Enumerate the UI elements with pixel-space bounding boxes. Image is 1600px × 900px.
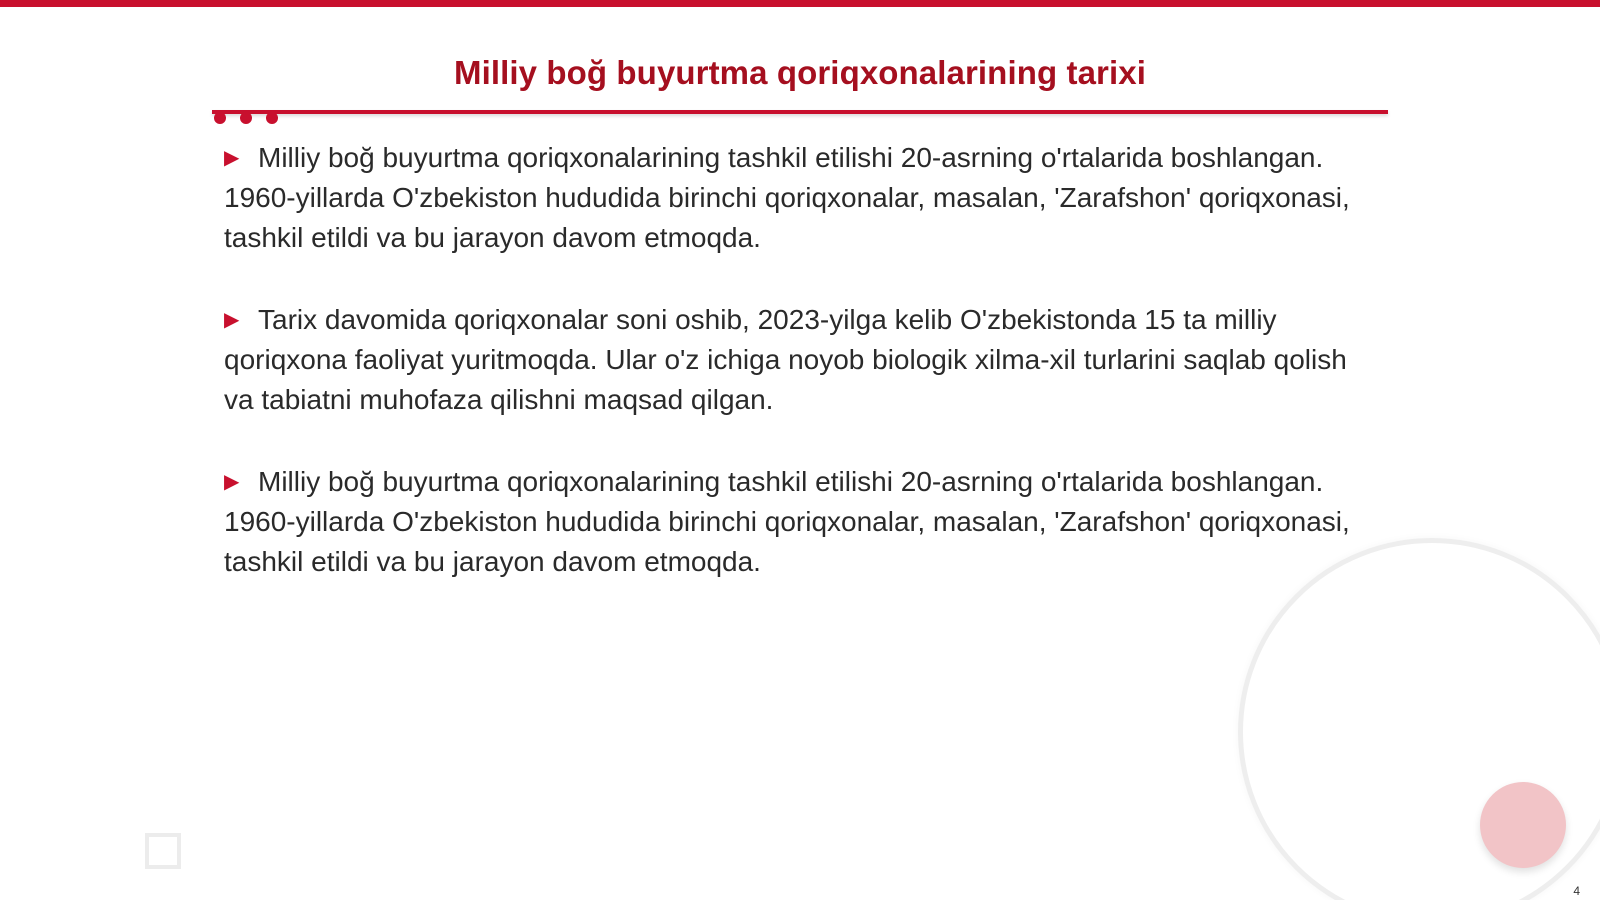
bullet-text: Milliy boğ buyurtma qoriqxonalarining tashkil etilishi 20-asrning o'rtalarida boshlangan. 1960-yillarda O'zbekiston hududida birinchi qoriqxonalar, masalan, 'Zarafshon' qoriqxonasi, tashkil etildi va bu jarayon davom etmoqda. xyxy=(224,142,1350,253)
bullet-list xyxy=(224,138,1384,624)
bullet-item xyxy=(224,300,1384,420)
decorative-circle xyxy=(1480,782,1566,868)
triangle-bullet-icon: ▶ xyxy=(224,309,240,331)
title-divider xyxy=(212,110,1388,114)
divider-dot-2 xyxy=(240,112,252,124)
page-number: 4 xyxy=(1573,884,1580,898)
triangle-bullet-icon: ▶ xyxy=(224,471,240,493)
slide-title: Milliy boğ buyurtma qoriqxonalarining tarixi xyxy=(454,54,1146,91)
divider-dot-3 xyxy=(266,112,278,124)
top-accent-bar xyxy=(0,0,1600,7)
bullet-item xyxy=(224,462,1384,582)
decorative-square xyxy=(145,833,181,869)
bullet-text: Milliy boğ buyurtma qoriqxonalarining tashkil etilishi 20-asrning o'rtalarida boshlangan. 1960-yillarda O'zbekiston hududida birinchi qoriqxonalar, masalan, 'Zarafshon' qoriqxonasi, tashkil etildi va bu jarayon davom etmoqda. xyxy=(224,466,1350,577)
bullet-item xyxy=(224,138,1384,258)
divider-dot-1 xyxy=(214,112,226,124)
bullet-text: Tarix davomida qoriqxonalar soni oshib, 2023-yilga kelib O'zbekistonda 15 ta milliy qoriqxona faoliyat yuritmoqda. Ular o'z ichiga noyob biologik xilma-xil turlarini saqlab qolish va tabiatni muhofaza qilishni maqsad qilgan. xyxy=(224,304,1347,415)
triangle-bullet-icon: ▶ xyxy=(224,147,240,169)
